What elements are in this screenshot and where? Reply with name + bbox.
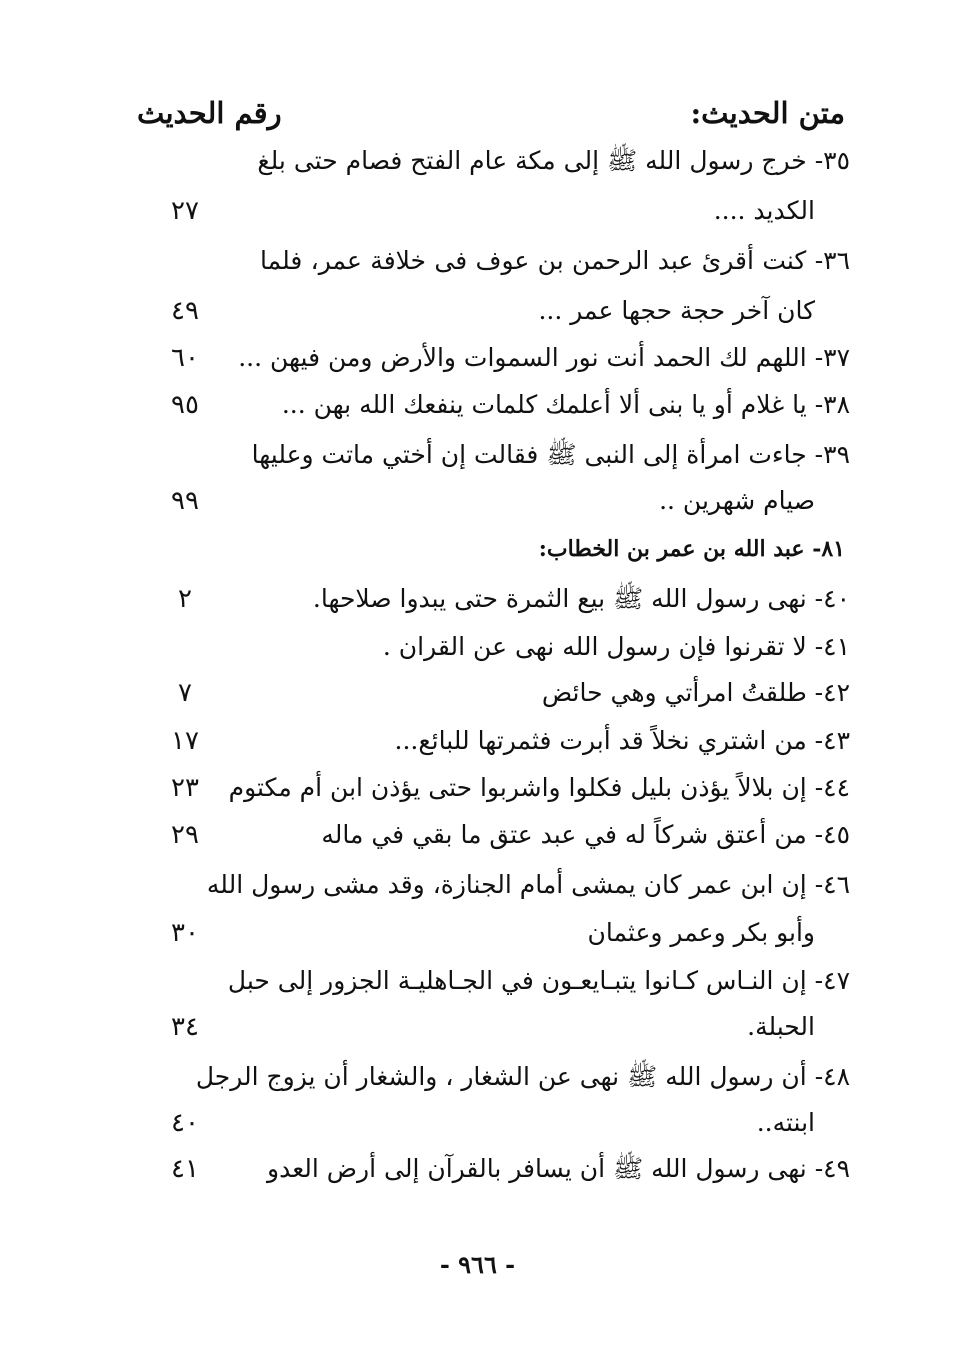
index-line [0,288,955,334]
index-line [0,765,955,811]
hadith-text: الحبلة. [747,1012,815,1041]
index-line [0,624,955,670]
hadith-text: صيام شهرين .. [659,486,815,515]
index-line [0,812,955,858]
hadith-number: ٢٩ [171,820,199,850]
index-line [0,670,955,716]
index-line [0,188,955,234]
hadith-text: ٣٩- جاءت امرأة إلى النبى ﷺ فقالت إن أختي ماتت وعليها [251,440,850,469]
hadith-text: ٤٩- نهى رسول الله ﷺ أن يسافر بالقرآن إلى أرض العدو [267,1154,850,1183]
index-line [0,1146,955,1192]
index-line [0,958,955,1004]
hadith-text: ٤٣- من اشتري نخلاً قد أبرت فثمرتها للبائع... [394,726,850,755]
hadith-text: ٣٦- كنت أقرئ عبد الرحمن بن عوف فى خلافة عمر، فلما [260,246,850,275]
hadith-text: ٤٢- طلقتُ امرأتي وهي حائض [541,678,850,707]
hadith-text: ابنته.. [756,1108,815,1137]
hadith-number: ٦٠ [171,343,199,373]
section-heading-row [0,526,955,572]
index-line [0,138,955,184]
index-line [0,1004,955,1050]
hadith-text: كان آخر حجة حجها عمر ... [538,296,815,325]
hadith-number: ٣٤ [171,1012,199,1042]
index-line [0,718,955,764]
hadith-text: ٤٥- من أعتق شركاً له في عبد عتق ما بقي في ماله [321,820,850,849]
hadith-number: ٣٠ [171,918,199,948]
index-line [0,1100,955,1146]
hadith-number: ٤١ [171,1154,199,1184]
hadith-text: ٤٤- إن بلالاً يؤذن بليل فكلوا واشربوا حتى يؤذن ابن أم مكتوم [228,773,850,802]
hadith-text: ٣٨- يا غلام أو يا بنى ألا أعلمك كلمات ينفعك الله بهن ... [281,390,850,419]
hadith-text: الكديد .... [713,196,815,225]
index-line [0,576,955,622]
index-line [0,238,955,284]
hadith-number: ١٧ [171,726,199,756]
index-line [0,478,955,524]
hadith-number: ٢٣ [171,773,199,803]
index-line [0,382,955,428]
index-line [0,910,955,956]
hadith-number: ٩٥ [171,390,199,420]
hadith-text: ٤٨- أن رسول الله ﷺ نهى عن الشغار ، والشغار أن يزوج الرجل [195,1062,850,1091]
hadith-number: ٩٩ [171,486,199,516]
hadith-text: ٣٧- اللهم لك الحمد أنت نور السموات والأرض ومن فيهن ... [238,343,850,372]
hadith-number: ٧ [178,678,192,708]
index-line [0,335,955,381]
hadith-text: ٣٥- خرج رسول الله ﷺ إلى مكة عام الفتح فصام حتى بلغ [257,146,850,175]
index-line [0,862,955,908]
hadith-text: ٤١- لا تقرنوا فإن رسول الله نهى عن القران . [382,632,850,661]
hadith-number: ٢٧ [171,196,199,226]
index-line [0,1054,955,1100]
index-line [0,432,955,478]
hadith-number: ٢ [178,584,192,614]
hadith-number: ٤٩ [171,296,199,326]
hadith-text: ٤٧- إن النـاس كـانوا يتبـايعـون في الجـاهليـة الجزور إلى حبل [227,966,850,995]
hadith-text: ٤٦- إن ابن عمر كان يمشى أمام الجنازة، وقد مشى رسول الله [206,870,850,899]
hadith-text-header: متن الحديث: [690,96,845,130]
page-number: - ٩٦٦ - [439,1250,516,1279]
hadith-text: وأبو بكر وعمر وعثمان [587,918,815,947]
hadith-number-header: رقم الحديث [137,96,282,130]
section-heading: ٨١- عبد الله بن عمر بن الخطاب: [538,536,845,562]
hadith-text: ٤٠- نهى رسول الله ﷺ بيع الثمرة حتى يبدوا صلاحها. [312,584,850,613]
hadith-number: ٤٠ [171,1108,199,1138]
